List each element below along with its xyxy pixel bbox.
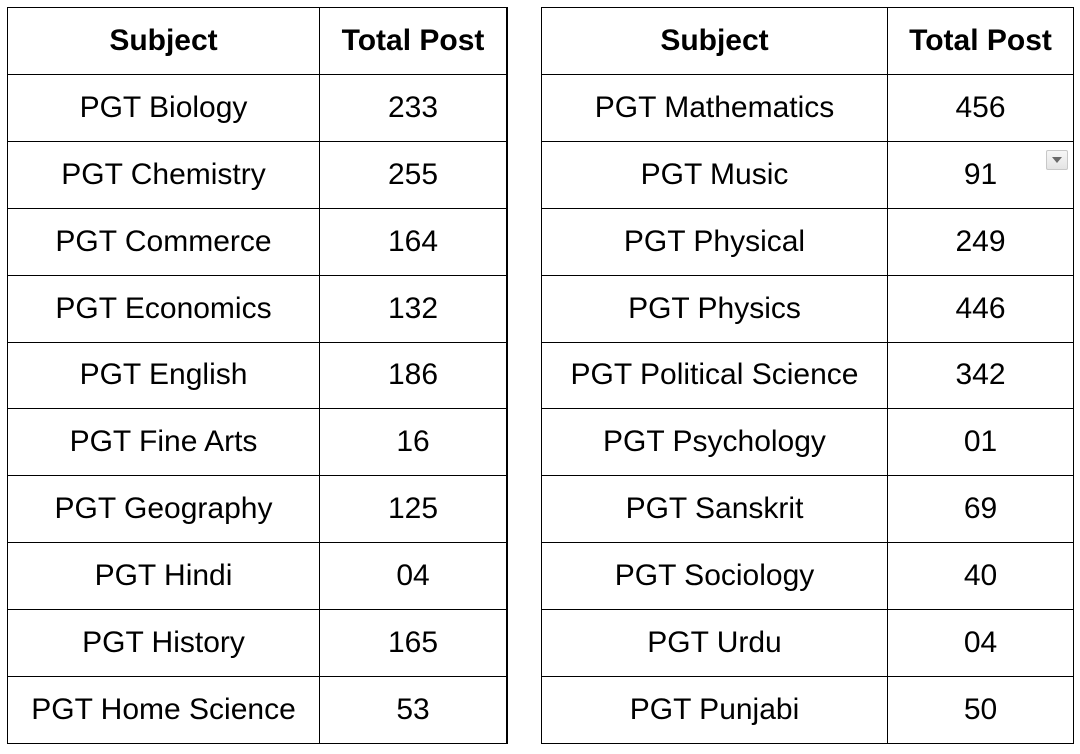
total-post-cell[interactable]: 04 <box>888 610 1074 677</box>
posts-table-right <box>541 7 1074 744</box>
total-post-cell[interactable]: 233 <box>320 74 507 141</box>
chevron-down-icon <box>1052 157 1062 163</box>
total-post-cell[interactable]: 132 <box>320 275 507 342</box>
subject-cell[interactable]: PGT Economics <box>8 275 320 342</box>
subject-cell[interactable]: PGT Home Science <box>8 677 320 744</box>
total-post-cell[interactable]: 69 <box>888 476 1074 543</box>
subject-cell[interactable]: PGT Music <box>542 141 888 208</box>
subject-cell[interactable]: PGT Psychology <box>542 409 888 476</box>
subject-column-header: Subject <box>8 8 320 75</box>
total-post-cell[interactable] <box>888 141 1074 208</box>
table-row <box>8 476 507 543</box>
table-row <box>542 677 1074 744</box>
subject-cell[interactable]: PGT Hindi <box>8 543 320 610</box>
subject-cell[interactable]: PGT Physics <box>542 275 888 342</box>
total-post-cell[interactable]: 125 <box>320 476 507 543</box>
subject-column-header: Subject <box>542 8 888 75</box>
cell-dropdown-button[interactable] <box>1046 150 1068 170</box>
subject-cell[interactable]: PGT Political Science <box>542 342 888 409</box>
table-row <box>8 275 507 342</box>
subject-cell[interactable]: PGT English <box>8 342 320 409</box>
table-header-row <box>542 8 1074 75</box>
posts-sheet <box>7 7 1072 744</box>
table-row <box>542 275 1074 342</box>
subject-cell[interactable]: PGT Geography <box>8 476 320 543</box>
table-row <box>542 409 1074 476</box>
subject-cell[interactable]: PGT Sociology <box>542 543 888 610</box>
total-post-cell[interactable]: 456 <box>888 74 1074 141</box>
table-row <box>542 476 1074 543</box>
table-row <box>8 342 507 409</box>
total-post-cell[interactable]: 255 <box>320 141 507 208</box>
subject-cell[interactable]: PGT Fine Arts <box>8 409 320 476</box>
total-post-cell[interactable]: 53 <box>320 677 507 744</box>
subject-cell[interactable]: PGT Physical <box>542 208 888 275</box>
table-row <box>542 208 1074 275</box>
table-row <box>8 610 507 677</box>
column-divider <box>507 7 508 744</box>
subject-cell[interactable]: PGT History <box>8 610 320 677</box>
total-post-column-header: Total Post <box>320 8 507 75</box>
total-post-cell[interactable]: 249 <box>888 208 1074 275</box>
table-row <box>8 409 507 476</box>
total-post-cell[interactable]: 164 <box>320 208 507 275</box>
subject-cell[interactable]: PGT Mathematics <box>542 74 888 141</box>
total-post-cell[interactable]: 04 <box>320 543 507 610</box>
table-row <box>8 543 507 610</box>
subject-cell[interactable]: PGT Urdu <box>542 610 888 677</box>
table-row <box>8 141 507 208</box>
total-post-column-header: Total Post <box>888 8 1074 75</box>
total-post-cell[interactable]: 186 <box>320 342 507 409</box>
table-gap <box>507 7 541 744</box>
total-post-cell[interactable]: 342 <box>888 342 1074 409</box>
subject-cell[interactable]: PGT Commerce <box>8 208 320 275</box>
total-post-value: 91 <box>963 157 998 191</box>
total-post-cell[interactable]: 446 <box>888 275 1074 342</box>
total-post-cell[interactable]: 40 <box>888 543 1074 610</box>
subject-cell[interactable]: PGT Sanskrit <box>542 476 888 543</box>
table-row <box>8 677 507 744</box>
total-post-cell[interactable]: 16 <box>320 409 507 476</box>
total-post-cell[interactable]: 165 <box>320 610 507 677</box>
posts-table-left <box>7 7 507 744</box>
table-row <box>542 610 1074 677</box>
table-row <box>8 74 507 141</box>
table-row <box>8 208 507 275</box>
subject-cell[interactable]: PGT Punjabi <box>542 677 888 744</box>
total-post-cell[interactable]: 01 <box>888 409 1074 476</box>
table-row <box>542 342 1074 409</box>
table-row <box>542 74 1074 141</box>
total-post-cell[interactable]: 50 <box>888 677 1074 744</box>
subject-cell[interactable]: PGT Chemistry <box>8 141 320 208</box>
table-row <box>542 543 1074 610</box>
table-header-row <box>8 8 507 75</box>
subject-cell[interactable]: PGT Biology <box>8 74 320 141</box>
table-row <box>542 141 1074 208</box>
